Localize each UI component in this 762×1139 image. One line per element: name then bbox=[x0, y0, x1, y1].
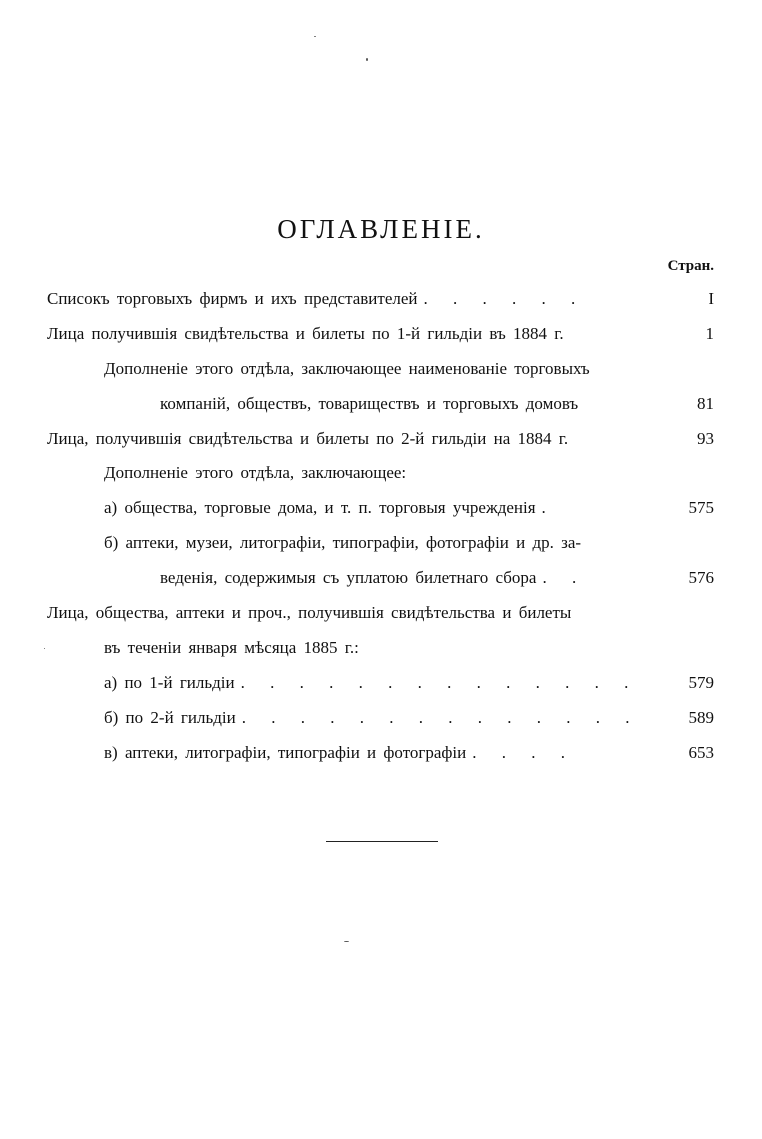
print-speck bbox=[314, 36, 316, 37]
toc-leader-dots: . bbox=[541, 498, 555, 517]
toc-entry bbox=[47, 288, 584, 310]
toc-page-number: 653 bbox=[688, 743, 714, 762]
toc-entry-text: Лица, общества, аптеки и проч., получившія свидѣтельства и билеты bbox=[47, 603, 572, 622]
toc-entry-text: веденія, содержимыя съ уплатою билетнаго сбора bbox=[160, 568, 537, 587]
toc-entry bbox=[104, 532, 581, 554]
toc-entry bbox=[104, 672, 637, 694]
toc-leader-dots: . . . . . . bbox=[423, 289, 585, 308]
toc-entry-text: а) общества, торговые дома, и т. п. торговыя учрежденія bbox=[104, 498, 536, 517]
toc-entry bbox=[104, 462, 406, 484]
toc-page-number: 81 bbox=[697, 394, 714, 413]
toc-entry bbox=[47, 323, 564, 345]
toc-entry-text: Списокъ торговыхъ фирмъ и ихъ представителей bbox=[47, 289, 418, 308]
toc-page-number: 579 bbox=[688, 673, 714, 692]
toc-leader-dots: . . . . . . . . . . . . . . bbox=[241, 708, 639, 727]
toc-entry-text: Дополненіе этого отдѣла, заключающее: bbox=[104, 463, 407, 482]
toc-entry bbox=[104, 358, 590, 380]
toc-entry bbox=[160, 567, 585, 589]
toc-page-number: 93 bbox=[697, 429, 714, 448]
toc-entry-text: Лица получившія свидѣтельства и билеты по 1-й гильдіи въ 1884 г. bbox=[47, 324, 564, 343]
page-column-header: Стран. bbox=[667, 258, 714, 274]
toc-page-number: 589 bbox=[688, 708, 714, 727]
page-title: ОГЛАВЛЕНІЕ. bbox=[277, 214, 485, 244]
toc-page-number: 1 bbox=[705, 324, 714, 343]
toc-page-number: 575 bbox=[688, 498, 714, 517]
toc-entry-text: в) аптеки, литографіи, типографіи и фотографіи bbox=[104, 743, 467, 762]
print-speck bbox=[344, 941, 349, 942]
toc-entry bbox=[104, 637, 359, 659]
toc-page-number: 576 bbox=[688, 568, 714, 587]
toc-leader-dots: . . bbox=[542, 568, 586, 587]
toc-entry bbox=[160, 393, 578, 415]
toc-entry-text: Лица, получившія свидѣтельства и билеты по 2-й гильдіи на 1884 г. bbox=[47, 429, 569, 448]
toc-entry-text: компаній, обществъ, товариществъ и торговыхъ домовъ bbox=[160, 394, 579, 413]
toc-entry bbox=[47, 428, 568, 450]
print-speck bbox=[366, 58, 368, 61]
toc-entry-text: Дополненіе этого отдѣла, заключающее наименованіе торговыхъ bbox=[104, 359, 590, 378]
print-speck bbox=[44, 648, 45, 649]
toc-entry-text: а) по 1-й гильдіи bbox=[104, 673, 235, 692]
toc-page-number: I bbox=[708, 289, 714, 308]
toc-entry-text: б) по 2-й гильдіи bbox=[104, 708, 236, 727]
toc-leader-dots: . . . . bbox=[472, 743, 575, 762]
closing-rule bbox=[326, 841, 438, 842]
toc-entry bbox=[104, 707, 638, 729]
toc-entry bbox=[104, 742, 574, 764]
toc-entry-text: въ теченіи января мѣсяца 1885 г.: bbox=[104, 638, 359, 657]
toc-entry-text: б) аптеки, музеи, литографіи, типографіи, фотографіи и др. за- bbox=[104, 533, 582, 552]
toc-entry bbox=[47, 602, 571, 624]
toc-entry bbox=[104, 497, 555, 519]
toc-leader-dots: . . . . . . . . . . . . . . bbox=[240, 673, 638, 692]
